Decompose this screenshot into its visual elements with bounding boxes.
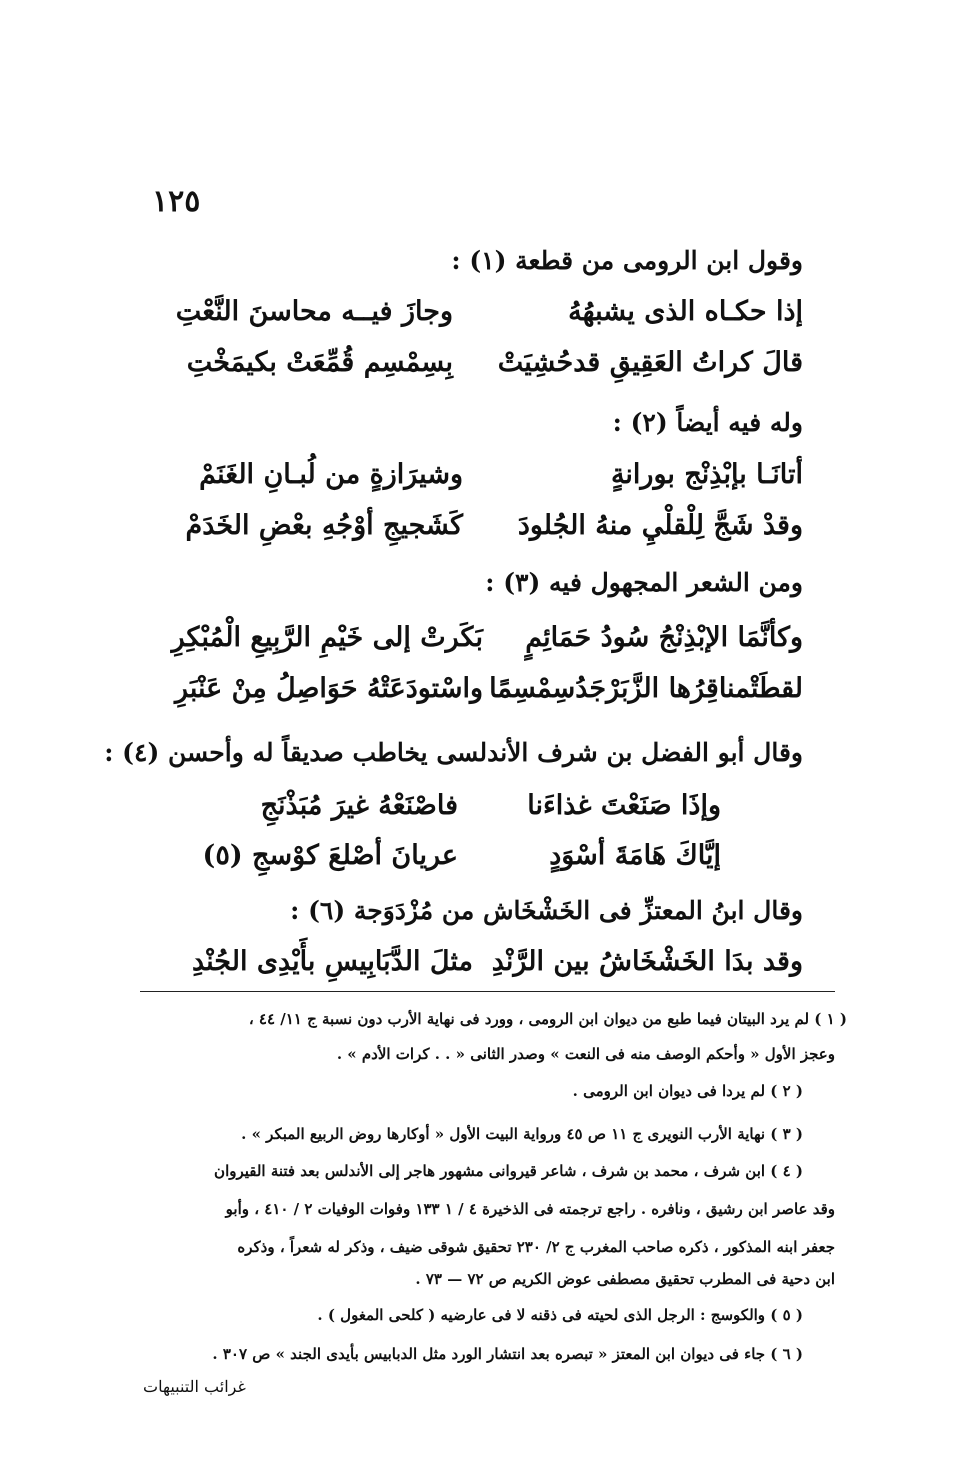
footnote-4-line-3: جعفر ابنه المذكور ، ذكره صاحب المغرب ج ٢/ ٢٣٠ تحقيق شوقى ضيف ، وذكر له شعراً ، وذكره xyxy=(237,1238,835,1256)
footnote-4-line-4: ابن دحية فى المطرب تحقيق مصطفى عوض الكريم ص ٧٢ — ٧٣ . xyxy=(415,1270,835,1288)
verse-4-2-left: عريانَ أصْلعَ كوْسجِ (٥) xyxy=(202,840,458,871)
running-footer: غرائب التنبيهات xyxy=(143,1377,246,1396)
verse-2-2-left: كَشَجيجِ أوْجُهِ بعْضِ الخَدَمْ xyxy=(185,510,463,541)
poem-intro-4: وقال أبو الفضل بن شرف الأندلسى يخاطب صديقاً له وأحسن (٤) : xyxy=(104,738,803,767)
verse-2-1-right: أتانَـا بإبْذِنْج بورانةٍ xyxy=(610,459,803,490)
verse-5-1-left: مثلَ الدَّبَابِيسِ بأَيْدِى الجُنْدِ xyxy=(191,946,473,977)
footnote-5: ( ٥ ) والكوسج : الرجل الذى لحيته فى ذقنه لا فى عارضيه ( كلحى المغول ) . xyxy=(317,1306,803,1324)
verse-2-1-left: وشيرَازةٍ من لُبـانِ الغَنَمْ xyxy=(199,459,463,490)
verse-3-1-right: وكأنَّمَا الإبْذِنْجُ سُودُ حَمَائِمٍ xyxy=(525,622,803,653)
poem-intro-5: وقال ابنُ المعتزِّ فى الخَشْخَاش من مُزْدَوَجة (٦) : xyxy=(290,896,803,925)
footnote-1-line-1: ( ١ ) لم يرد البيتان فيما طبع من ديوان ابن الرومى ، وورد فى نهاية الأرب دون نسبة ج ١١/ ٤٤ ، xyxy=(248,1010,847,1028)
footnote-2: ( ٢ ) لم يردا فى ديوان ابن الرومى . xyxy=(572,1082,803,1100)
verse-3-2-left: واسْتودَعَتْهُ حَوَاصِلُ مِنْ عَنْبَرِ xyxy=(174,673,483,704)
verse-4-2-right: إيَّاكَ هَامَةَ أسْوَدٍ xyxy=(549,840,721,871)
poem-intro-3: ومن الشعر المجهول فيه (٣) : xyxy=(485,568,803,597)
verse-1-1-left: وجازَ فيــه محاسنَ النَّعْتِ xyxy=(175,296,453,327)
footnote-4-line-2: وقد عاصر ابن رشيق ، ونافره . راجع ترجمته فى الذخيرة ٤ / ١ ١٣٣ وفوات الوفيات ٢ / ٤١٠ ، وأبو xyxy=(225,1200,835,1218)
verse-3-2-right: لقطَتْمناقِرُها الزَّبَرْجَدُسِمْسِمًا xyxy=(489,673,803,704)
verse-1-2-left: بِسِمْسِم قُمِّعَتْ بكيمَخْتِ xyxy=(186,347,453,378)
verse-4-1-right: وإذَا صَنَعْتَ غذاءَنا xyxy=(527,790,721,821)
verse-1-1-right: إذا حكـاه الذى يشبهُهُ xyxy=(568,296,803,327)
footnote-3: ( ٣ ) نهاية الأرب النويرى ج ١١ ص ٤٥ ورواية البيت الأول « أوكارها روض الربيع المبكر » . xyxy=(241,1125,803,1143)
poem-intro-1: وقول ابن الرومى من قطعة (١) : xyxy=(451,246,803,275)
poem-intro-2: وله فيه أيضاً (٢) : xyxy=(612,408,803,437)
verse-5-1-right: وقد بدَا الخَشْخَاشُ بين الرَّنْدِ xyxy=(491,946,803,977)
footnote-6: ( ٦ ) جاء فى ديوان ابن المعتز « تبصره بعد انتشار الورد مثل الدبابيس بأيدى الجند » ص ٣٠٧ . xyxy=(212,1345,803,1363)
verse-2-2-right: وقدْ شَجَّ لِلْقلْيِ منهُ الجُلودَ xyxy=(517,510,803,541)
page-number: ١٢٥ xyxy=(152,184,201,219)
verse-4-1-left: فاصْنَعْهُ غيرَ مُبَذْنَجِ xyxy=(260,790,458,821)
footnote-1-line-2: وعجز الأول « وأحكم الوصف منه فى النعت » وصدر الثانى « . . كرات الأدم » . xyxy=(336,1045,835,1063)
footnote-4-line-1: ( ٤ ) ابن شرف ، محمد بن شرف ، شاعر قيروانى مشهور هاجر إلى الأندلس بعد فتنة القيروان xyxy=(214,1162,803,1180)
verse-3-1-left: بَكَرتْ إلى خَيْمِ الرَّبِيعِ الْمُبْكِرِ xyxy=(171,622,483,653)
verse-1-2-right: قالَ كراتُ العَقِيقِ قدحُشِيَتْ xyxy=(497,347,803,378)
footnote-separator xyxy=(140,991,835,992)
